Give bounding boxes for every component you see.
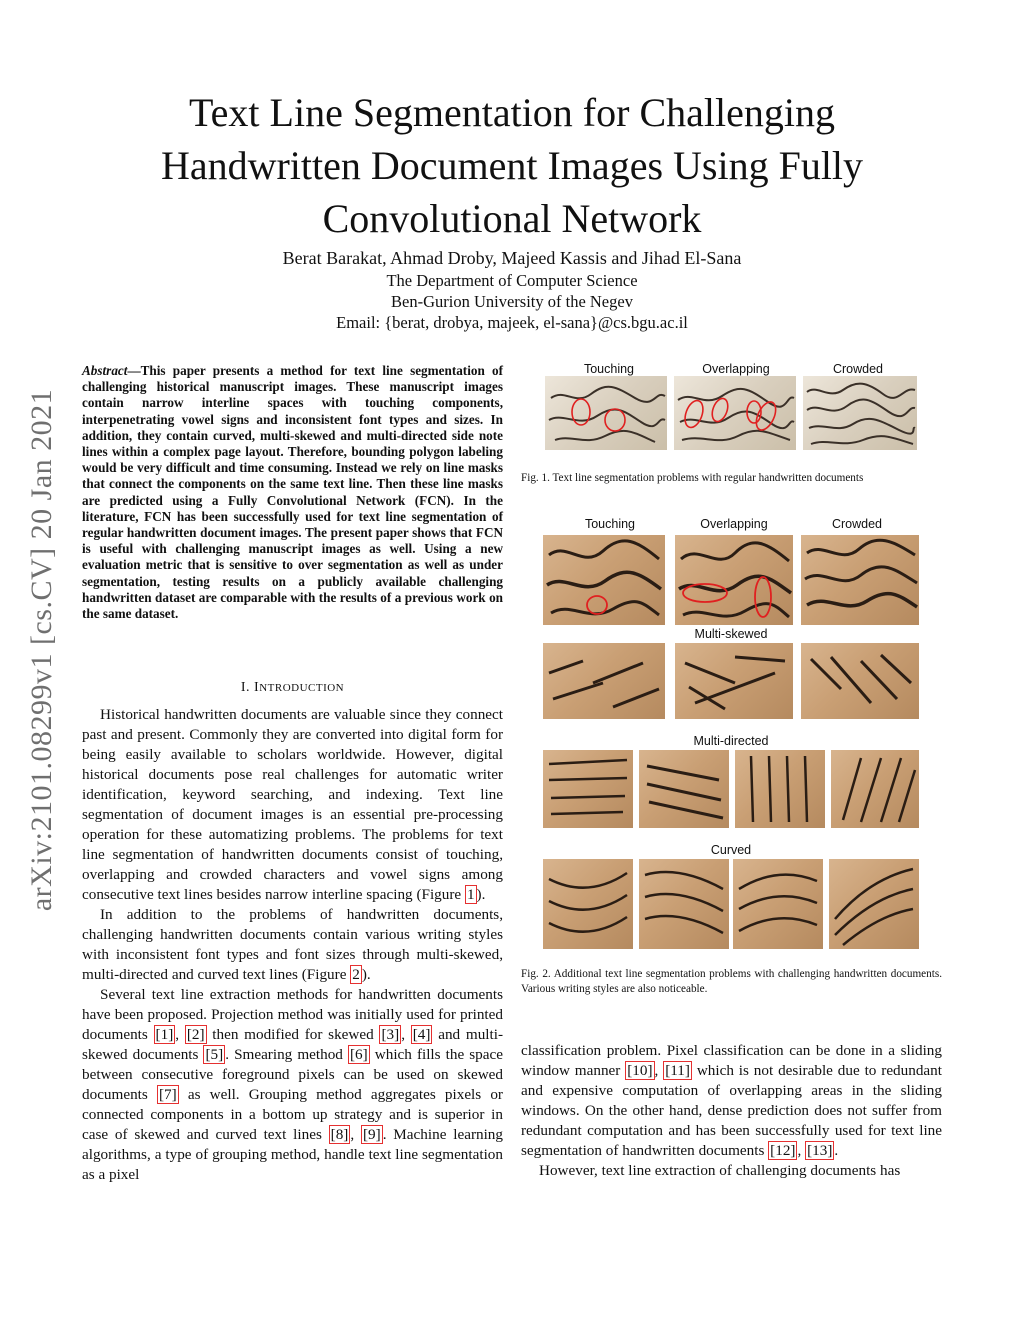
figure-1-caption: Fig. 1. Text line segmentation problems with regular handwritten documents <box>521 472 864 484</box>
fig2-label-multi-skewed: Multi-skewed <box>694 627 768 641</box>
arxiv-id: arXiv:2101.08299v1 [cs.CV] 20 Jan 2021 <box>25 388 58 912</box>
fig2-curved-sample <box>543 859 633 949</box>
fig1-sample-crowded <box>803 376 917 450</box>
fig2-multi-skewed-sample <box>801 643 919 719</box>
author-university: Ben-Gurion University of the Negev <box>391 292 633 311</box>
paper-title: Text Line Segmentation for Challenging Handwritten Document Images Using Fully Convolutional Network <box>160 90 864 241</box>
right-paragraph-1: classification problem. Pixel classification can be done in a sliding window manner [10] , [11] which is not desirable due to redundant and expensive computation of overlapping areas in the sliding windows. On the other hand, dense prediction does not suffer from redundant computation and has been successfully used for text line segmentation of handwritten documents [12] , [13] . <box>521 1042 942 1159</box>
citation-ref[interactable]: [8] <box>330 1126 349 1143</box>
fig2-multi-skewed-sample <box>675 643 793 719</box>
figure-2-caption: Fig. 2. Additional text line segmentation problems with challenging handwritten documents. Various writing styles are also noticeable. <box>521 968 942 995</box>
figure-2 <box>543 515 919 955</box>
fig1-label-touching: Touching <box>583 362 635 376</box>
intro-left-column <box>82 705 503 1185</box>
figure-1 <box>545 362 917 452</box>
citation-ref[interactable]: [10] <box>627 1062 653 1079</box>
section-heading-introduction: I. INTRODUCTION <box>240 680 345 695</box>
fig2-curved-sample <box>829 859 919 949</box>
fig2-touching-sample <box>543 535 665 625</box>
fig2-label-multi-directed: Multi-directed <box>693 734 769 748</box>
citation-ref[interactable]: [3] <box>381 1026 400 1043</box>
figure-ref-2[interactable]: 2 <box>352 966 360 983</box>
citation-ref[interactable]: [6] <box>349 1046 368 1063</box>
fig2-crowded-sample <box>801 535 919 625</box>
citation-ref[interactable]: [9] <box>362 1126 381 1143</box>
fig2-overlapping-sample <box>675 535 793 625</box>
fig2-curved-sample <box>733 859 823 949</box>
fig1-sample-overlapping <box>674 376 796 450</box>
figure-ref-1[interactable]: 1 <box>466 886 475 903</box>
citation-ref[interactable]: [5] <box>205 1046 224 1063</box>
intro-paragraph-2: In addition to the problems of handwritten documents, challenging handwritten documents contain various writing styles with inconsistent font types and font sizes through multi-skewed, multi-directed and curved text lines (Figure 2 ). <box>82 906 503 983</box>
fig2-multi-directed-sample <box>639 750 729 828</box>
fig2-multi-skewed-sample <box>543 643 665 719</box>
fig1-label-crowded: Crowded <box>832 362 884 376</box>
citation-ref[interactable]: [1] <box>155 1026 174 1043</box>
citation-ref[interactable]: [4] <box>412 1026 431 1043</box>
citation-ref[interactable]: [7] <box>158 1086 177 1103</box>
abstract-label: Abstract <box>82 363 128 378</box>
citation-ref[interactable]: [11] <box>665 1062 690 1079</box>
right-paragraph-2: However, text line extraction of challenging documents has <box>539 1162 901 1179</box>
arxiv-stamp <box>22 360 62 940</box>
fig2-multi-directed-sample <box>831 750 919 828</box>
intro-paragraph-3: Several text line extraction methods for handwritten documents have been proposed. Projection method was initially used for printed documents [1] , [2] then modified for skewed [3] , [4] and multi-skewed documents [5] . Smearing method [6] which fills the space between consecutive foreground pixels can be used on skewed documents [7] as well. Grouping method aggregates pixels or connected components in a bottom up strategy and is superior in case of skewed and curved text lines [8] , [9] . Machine learning algorithms, a type of grouping method, handle text line segmentation as a pixel <box>82 986 504 1183</box>
abstract-text: —This paper presents a method for text line segmentation of challenging historical manuscript images. These manuscript images contain narrow interline spaces with touching components, interpenetrating vowel signs and inconsistent font types and sizes. In addition, they contain curved, multi-skewed and multi-directed side note lines within a complex page layout. Therefore, bounding polygon labeling would be very difficult and time consuming. Instead we rely on line masks that connect the components on the same text line. Then these line masks are predicted using a Fully Convolutional Network (FCN). In the literature, FCN has been successfully used for text line segmentation of regular handwritten document images. The present paper shows that FCN is useful with challenging manuscript images as well. Using a new evaluation metric that is sensitive to over segmentation as well as under segmentation, testing results on a publicly available challenging handwritten dataset are comparable with the results of a previous work on the same dataset. <box>82 363 503 622</box>
fig2-label-touching: Touching <box>584 517 636 531</box>
fig1-label-overlapping: Overlapping <box>702 362 770 376</box>
citation-ref[interactable]: [2] <box>186 1026 205 1043</box>
citation-ref[interactable]: [13] <box>807 1142 833 1159</box>
author-department: The Department of Computer Science <box>386 271 638 290</box>
abstract <box>82 363 503 622</box>
intro-right-column <box>521 1041 942 1181</box>
fig2-label-curved: Curved <box>710 843 752 857</box>
fig2-multi-directed-sample <box>735 750 825 828</box>
citation-ref[interactable]: [12] <box>770 1142 796 1159</box>
author-names: Berat Barakat, Ahmad Droby, Majeed Kassis and Jihad El-Sana <box>282 248 742 268</box>
intro-paragraph-1: Historical handwritten documents are valuable since they connect past and present. Commonly they are converted into digital form for being easily available to scholars worldwide. However, digital historical documents pose real challenges for automatic writer identification, keyword searching, and indexing. Text line segmentation of document images is an essential pre-processing operation for these automatizing problems. The problems for text line segmentation of handwritten documents consist of touching, overlapping and crowded characters and vowel signs among consecutive text lines besides narrow interline spacing (Figure 1 ). <box>82 706 503 903</box>
author-block <box>200 248 824 333</box>
author-email: Email: {berat, drobya, majeek, el-sana}@cs.bgu.ac.il <box>336 313 688 332</box>
fig2-curved-sample <box>639 859 729 949</box>
fig2-label-crowded: Crowded <box>831 517 883 531</box>
fig1-sample-touching <box>545 376 667 450</box>
fig2-label-overlapping: Overlapping <box>700 517 768 531</box>
fig2-multi-directed-sample <box>543 750 633 828</box>
